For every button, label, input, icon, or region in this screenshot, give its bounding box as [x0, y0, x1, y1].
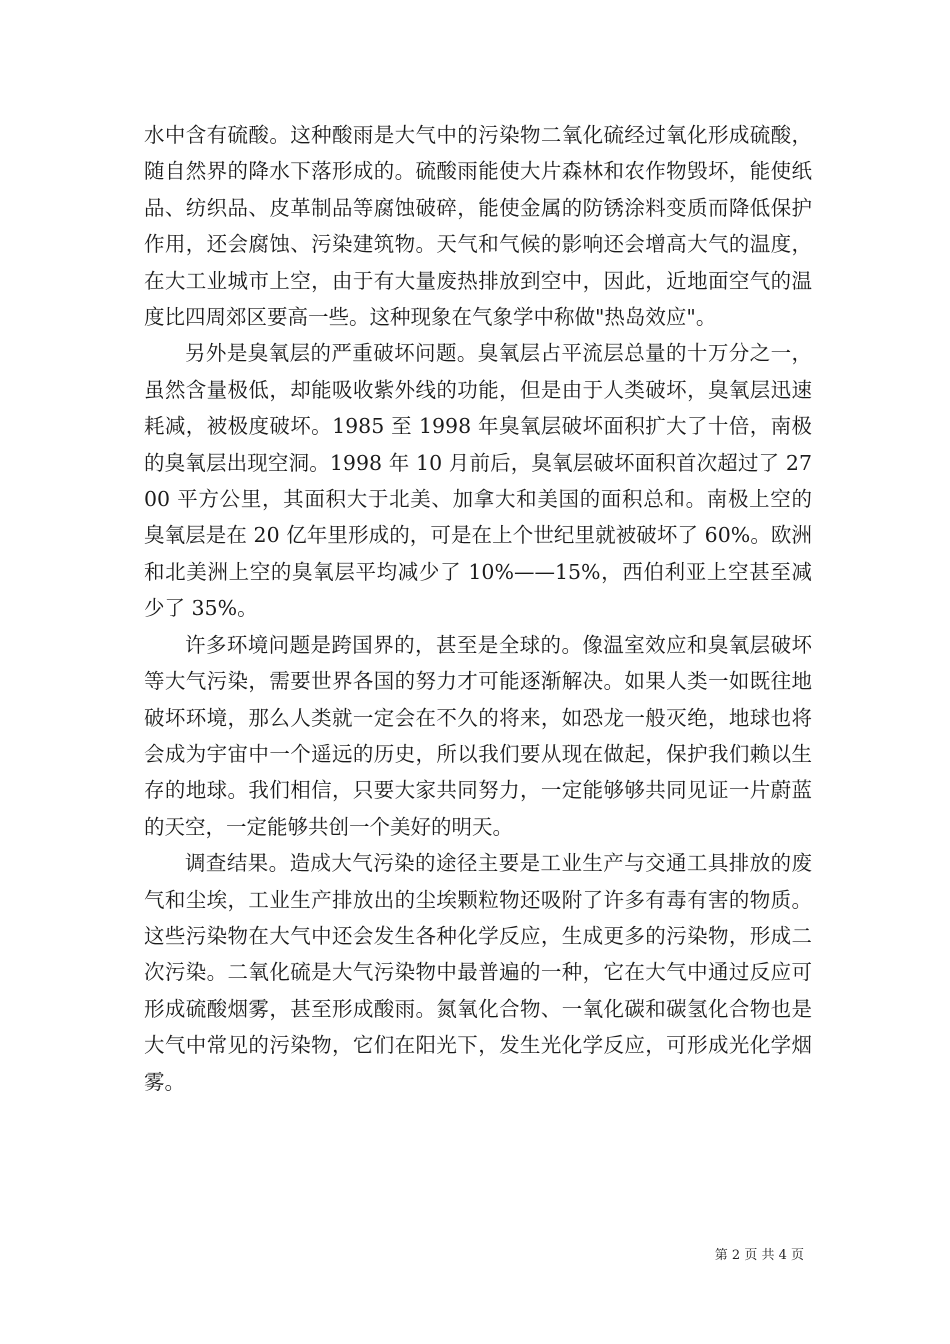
- page-number: 第 2 页 共 4 页: [714, 1248, 804, 1263]
- paragraph-acid-rain: 水中含有硫酸。这种酸雨是大气中的污染物二氧化硫经过氧化形成硫酸，随自然界的降水下落形成的。硫酸雨能使大片森林和农作物毁坏，能使纸品、纺织品、皮革制品等腐蚀破碎，能使金属的防锈涂料变质而降低保护作用，还会腐蚀、污染建筑物。天气和气候的影响还会增高大气的温度，在大工业城市上空，由于有大量废热排放到空中，因此，近地面空气的温度比四周郊区要高一些。这种现象在气象学中称做"热岛效应"。: [144, 123, 812, 330]
- document-body: [144, 117, 812, 1100]
- paragraph-ozone-layer: 另外是臭氧层的严重破坏问题。臭氧层占平流层总量的十万分之一，虽然含量极低，却能吸收紫外线的功能，但是由于人类破坏，臭氧层迅速耗减，被极度破坏。1985 至 1998 年臭氧层破坏面积扩大了十倍，南极的臭氧层出现空洞。1998 年 10 月前后，臭氧层破坏面积首次超过了 2700 平方公里，其面积大于北美、加拿大和美国的面积总和。南极上空的臭氧层是在 20 亿年里形成的，可是在上个世纪里就被破坏了 60%。欧洲和北美洲上空的臭氧层平均减少了 10%——15%，西伯利亚上空甚至减少了 35%。: [144, 341, 812, 621]
- paragraph-survey-results: 调查结果。造成大气污染的途径主要是工业生产与交通工具排放的废气和尘埃，工业生产排放出的尘埃颗粒物还吸附了许多有毒有害的物质。这些污染物在大气中还会发生各种化学反应，生成更多的污染物，形成二次污染。二氧化硫是大气污染物中最普遍的一种，它在大气中通过反应可形成硫酸烟雾，甚至形成酸雨。氮氧化合物、一氧化碳和碳氢化合物也是大气中常见的污染物，它们在阳光下，发生光化学反应，可形成光化学烟雾。: [144, 851, 812, 1094]
- paragraph-global-issues: 许多环境问题是跨国界的，甚至是全球的。像温室效应和臭氧层破坏等大气污染，需要世界各国的努力才可能逐渐解决。如果人类一如既往地破坏环境，那么人类就一定会在不久的将来，如恐龙一般灭绝，地球也将会成为宇宙中一个遥远的历史，所以我们要从现在做起，保护我们赖以生存的地球。我们相信，只要大家共同努力，一定能够够共同见证一片蔚蓝的天空，一定能够共创一个美好的明天。: [144, 632, 812, 839]
